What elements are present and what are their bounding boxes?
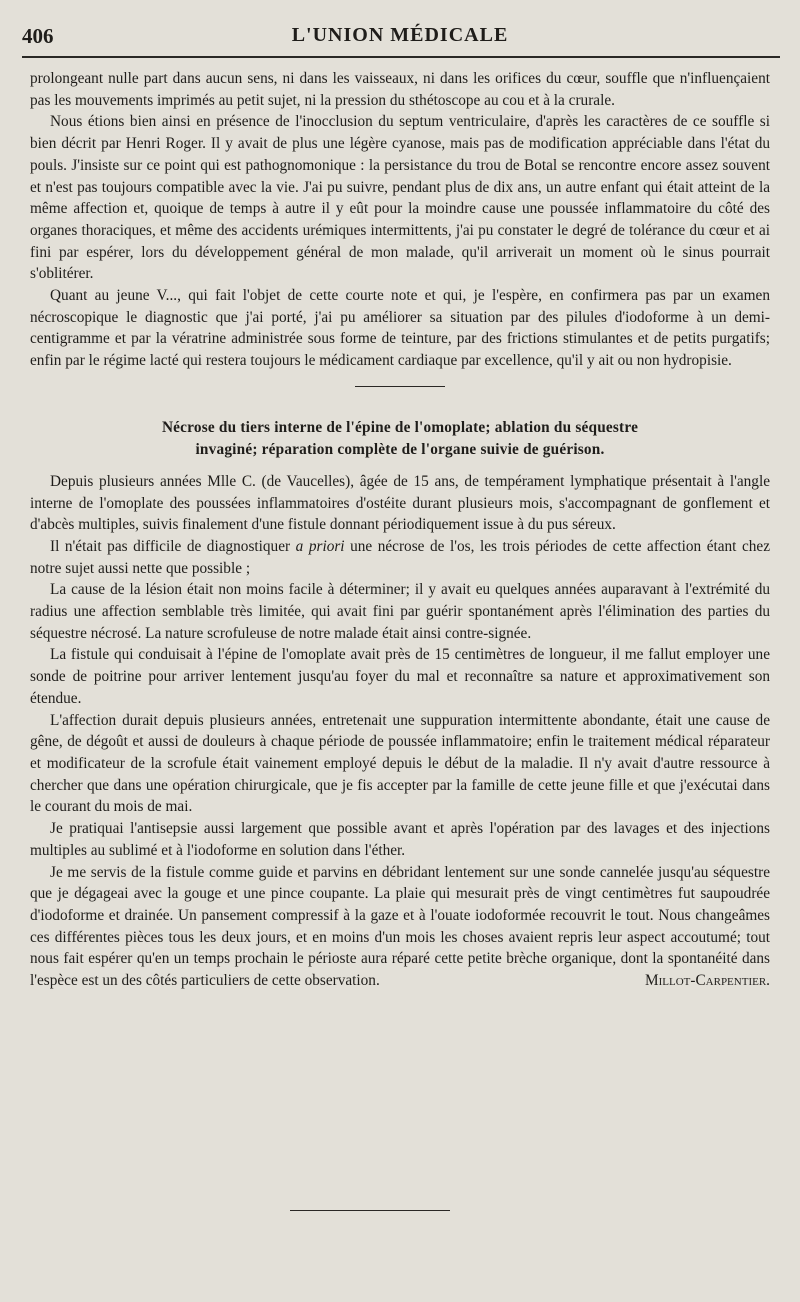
paragraph	[30, 536, 770, 579]
paragraph: La fistule qui conduisait à l'épine de l'omoplate avait près de 15 centimètres de longueur, il me fallut employer une sonde de poitrine pour arriver lentement jusqu'au foyer du mal et reconnaître sa nature et approximativement son étendue.	[30, 646, 770, 707]
italic-term: a priori	[295, 537, 345, 555]
page-number: 406	[22, 24, 54, 48]
section-divider	[355, 386, 445, 387]
bottom-rule	[290, 1210, 450, 1211]
paragraph-text: une nécrose de l'os, les trois périodes de cette affection étant chez notre sujet aussi nette que possible ;	[30, 537, 770, 577]
author-signature: Millot-Carpentier.	[645, 972, 770, 990]
page-body	[30, 68, 770, 992]
article-title-line: Nécrose du tiers interne de l'épine de l'omoplate; ablation du séquestre	[161, 418, 639, 436]
article-title-line: invaginé; réparation complète de l'organe suivie de guérison.	[195, 440, 605, 458]
paragraph: Quant au jeune V..., qui fait l'objet de cette courte note et qui, je l'espère, en confirmera pas par un examen nécroscopique le diagnostic que j'ai porté, j'ai pu améliorer sa situation par des pilules d'iodoforme à un demi-centigramme et par la vératrine administrée sous forme de teinture, par des frictions stimulantes et de petits purgatifs; enfin par le régime lacté qui restera toujours le médicament cardiaque par excellence, qu'il y ait ou non hydropisie.	[30, 287, 770, 370]
journal-title: L'UNION MÉDICALE	[291, 24, 509, 46]
paragraph: Je pratiquai l'antisepsie aussi largement que possible avant et après l'opération par des lavages et des injections multiples au sublimé et à l'iodoforme en solution dans l'éther.	[30, 820, 770, 859]
paragraph: prolongeant nulle part dans aucun sens, ni dans les vaisseaux, ni dans les orifices du cœur, souffle que n'influençaient pas les mouvements imprimés au petit sujet, ni la pression du sthétoscope au cou et à la crurale.	[30, 70, 770, 109]
paragraph: L'affection durait depuis plusieurs années, entretenait une suppuration intermittente abondante, était une cause de gêne, de dégoût et aussi de douleurs à chaque période de poussée inflammatoire; enfin le traitement médical réparateur et modificateur de la scrofule était vainement employé depuis le début de la maladie. Il n'y avait d'autre ressource à chercher que dans une opération chirurgicale, que je fis accepter par la famille de cette jeune fille et que j'exécutai dans le courant du mois de mai.	[30, 711, 770, 816]
header-rule	[22, 56, 780, 58]
paragraph-text: Je me servis de la fistule comme guide et parvins en débridant lentement sur une sonde cannelée jusqu'au séquestre que je dégageai avec la gouge et une pince coupante. La plaie qui mesurait près de vingt centimètres fut saupoudrée d'iodoforme et drainée. Un pansement compressif à la gaze et à l'ouate iodoformée recouvrit le tout. Nous changeâmes ces différentes pièces tous les deux jours, et en moins d'un mois les choses avaient repris leur aspect accoutumé; tout nous fait espérer qu'en un temps prochain le périoste aura réparé cette petite brèche organique, dont la spontanéité dans l'espèce est un des côtés particuliers de cette observation.	[30, 863, 770, 990]
paragraph: Nous étions bien ainsi en présence de l'inocclusion du septum ventriculaire, d'après les caractères de ce souffle si bien décrit par Henri Roger. Il y avait de plus une légère cyanose, mais pas de modification appréciable dans l'état du pouls. J'insiste sur ce point qui est pathognomonique : la persistance du trou de Botal se rencontre encore assez souvent et n'est pas toujours compatible avec la vie. J'ai pu suivre, pendant plus de dix ans, un autre enfant qui était atteint de la même affection et, quoique de temps à autre il y eût pour la moindre cause une poussée inflammatoire du côté des organes thoraciques, et même des accidents urémiques intermittents, j'ai pu constater le degré de tolérance du cœur et ai fini par espérer, lors du développement général de mon malade, qu'il arriverait un moment où le sinus pourrait s'oblitérer.	[30, 113, 770, 283]
running-header	[0, 14, 800, 54]
paragraph	[30, 862, 770, 992]
article-title	[30, 417, 770, 461]
paragraph: La cause de la lésion était non moins facile à déterminer; il y avait eu quelques années auparavant à l'extrémité du radius une affection semblable très limitée, qui avait fini par guérir spontanément après l'élimination des parties du séquestre nécrosé. La nature scrofuleuse de notre malade était ainsi contre-signée.	[30, 581, 770, 642]
paragraph: Depuis plusieurs années Mlle C. (de Vaucelles), âgée de 15 ans, de tempérament lymphatique présentait à l'angle interne de l'omoplate des poussées inflammatoires d'ostéite durant plusieurs mois, s'accompagnant de gonflement et d'abcès multiples, suivis finalement d'une fistule donnant périodiquement issue à du pus séreux.	[30, 472, 770, 534]
paragraph-text: Il n'était pas difficile de diagnostiquer	[50, 537, 296, 555]
